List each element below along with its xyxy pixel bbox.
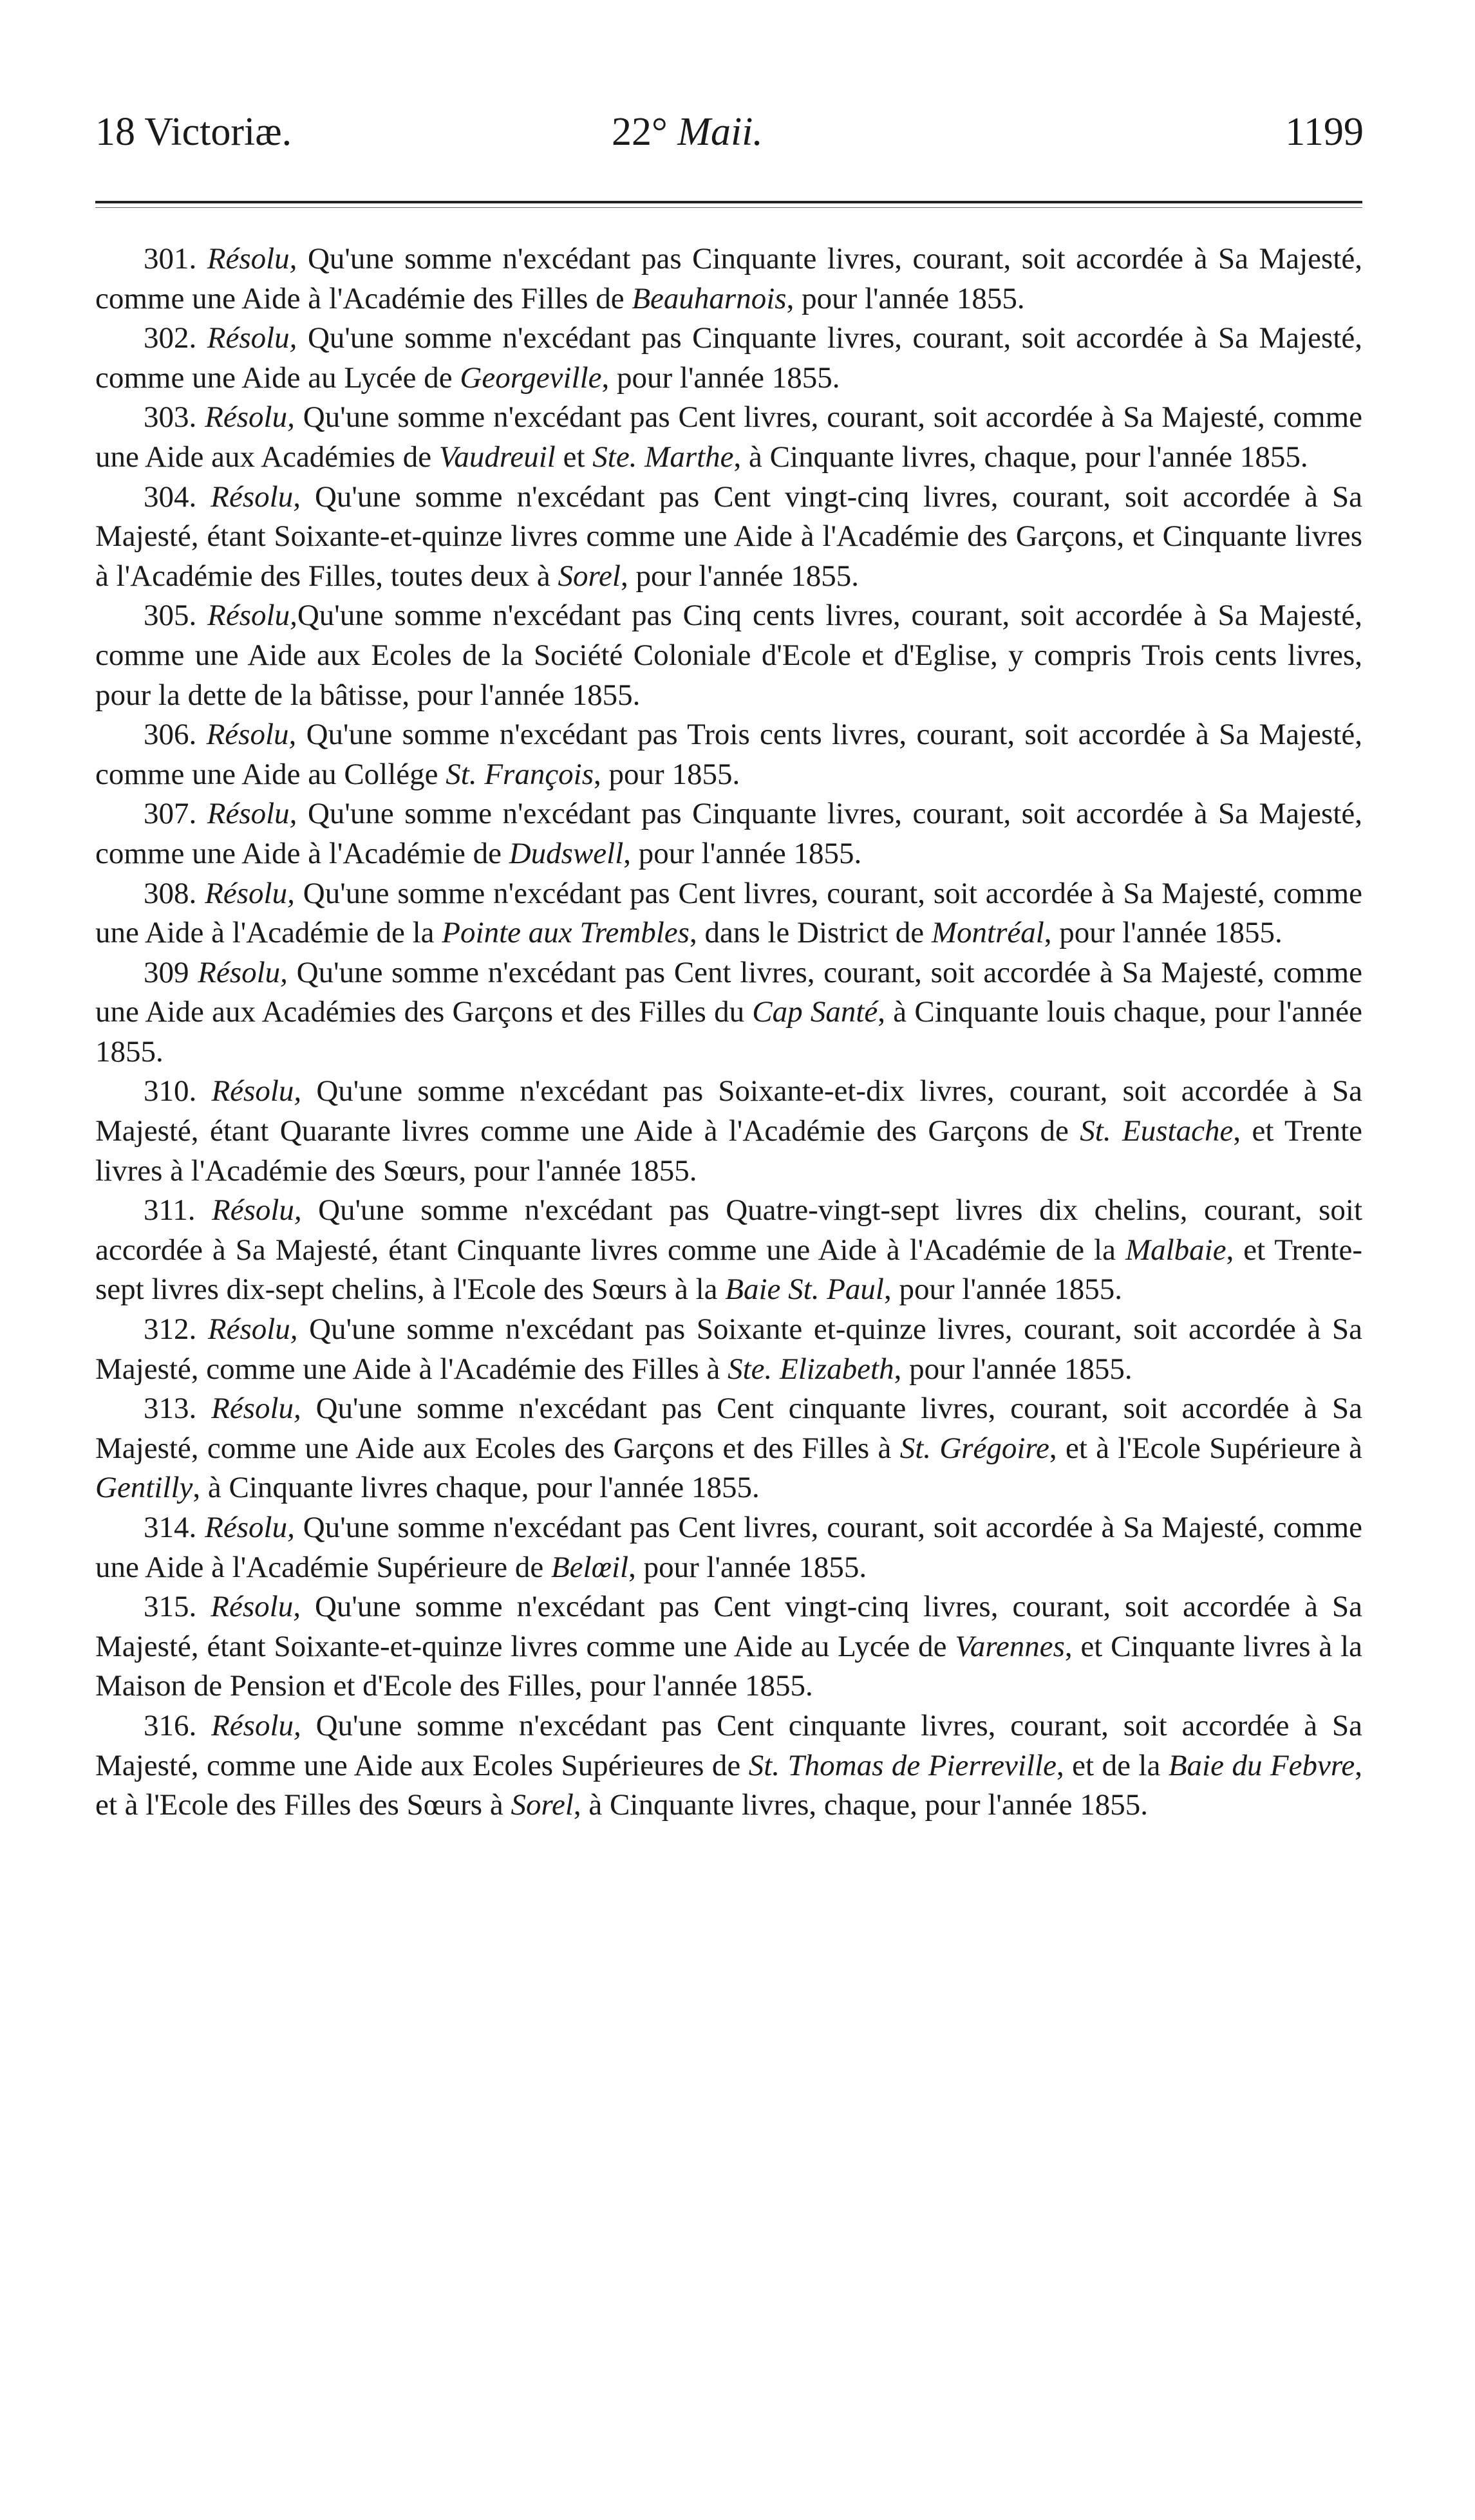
resolution-text: , pour l'année 1855.	[623, 836, 862, 870]
resolution-text: et	[555, 440, 593, 474]
resolution-309	[95, 953, 1362, 1072]
resolution-keyword: Résolu,	[211, 480, 301, 514]
header-rule	[95, 201, 1362, 203]
resolution-text: , et Trente livres à l'Académie des Sœurs, pour l'année 1855.	[95, 1114, 1362, 1188]
resolution-text: Qu'une somme n'excédant pas Soixante et-quinze livres, courant, soit accordée à Sa Majesté, comme une Aide à l'Académie des Filles à	[95, 1312, 1363, 1386]
resolution-text: Qu'une somme n'excédant pas Cent livres, courant, soit accordée à Sa Majesté, comme une Aide à l'Académie de la	[95, 876, 1363, 950]
page-number: 1199	[1285, 110, 1364, 154]
running-header	[95, 97, 1364, 167]
place-name: Baie St. Paul	[725, 1273, 884, 1307]
place-name: Baie du Febvre	[1168, 1748, 1355, 1782]
resolution-keyword: Résolu,	[211, 1074, 302, 1108]
resolution-text: Qu'une somme n'excédant pas Cent cinquante livres, courant, soit accordée à Sa Majesté, comme une Aide aux Ecoles des Garçons et des Filles à	[95, 1392, 1363, 1465]
resolution-number: 314.	[144, 1511, 197, 1544]
resolution-number: 315.	[144, 1590, 197, 1624]
resolution-316	[95, 1706, 1362, 1825]
resolution-text: Qu'une somme n'excédant pas Cent livres, courant, soit accordée à Sa Majesté, comme une Aide aux Académies des Garçons et des Filles du	[95, 955, 1362, 1029]
resolution-number: 311.	[144, 1193, 196, 1227]
resolution-text: , pour l'année 1855.	[620, 559, 859, 593]
place-name: Sorel	[558, 559, 621, 593]
resolution-text: , et à l'Ecole des Filles des Sœurs à	[95, 1748, 1363, 1822]
place-name: St. Eustache	[1080, 1114, 1234, 1148]
header-rule-thin	[95, 207, 1362, 208]
resolution-text: , pour l'année 1855.	[894, 1352, 1132, 1386]
resolution-312	[95, 1310, 1362, 1389]
resolutions-list	[95, 239, 1362, 1825]
resolution-number: 308.	[144, 876, 197, 910]
place-name: Cap Santé	[752, 995, 878, 1029]
resolution-text: , à Cinquante livres chaque, pour l'année 1855.	[193, 1471, 760, 1505]
resolution-315	[95, 1587, 1362, 1706]
place-name: Gentilly	[95, 1471, 193, 1505]
resolution-text: , dans le District de	[689, 916, 932, 950]
place-name: St. François	[446, 757, 594, 791]
resolution-number: 303.	[144, 400, 197, 434]
resolution-text: Qu'une somme n'excédant pas Cinquante livres, courant, soit accordée à Sa Majesté, comme une Aide au Lycée de	[95, 321, 1363, 395]
place-name: Dudswell	[509, 836, 624, 870]
resolution-text: Qu'une somme n'excédant pas Cent livres, courant, soit accordée à Sa Majesté, comme une Aide à l'Académie Supérieure de	[95, 1511, 1363, 1584]
resolution-number: 304.	[144, 480, 197, 514]
resolution-keyword: Résolu,	[207, 797, 297, 831]
resolution-keyword: Résolu,	[207, 1312, 298, 1347]
place-name: Belœil	[550, 1550, 629, 1584]
resolution-number: 305.	[144, 599, 197, 633]
resolution-308	[95, 874, 1362, 953]
resolution-keyword: Résolu,	[206, 718, 297, 752]
place-name: Pointe aux Trembles	[442, 916, 690, 950]
resolution-number: 301.	[144, 242, 197, 275]
place-name: Ste. Elizabeth	[728, 1352, 894, 1386]
resolution-text: , pour l'année 1855.	[1044, 916, 1282, 950]
resolution-314	[95, 1508, 1362, 1587]
resolution-keyword: Résolu,	[207, 242, 297, 275]
resolution-number: 309	[144, 955, 189, 989]
resolution-303	[95, 398, 1362, 477]
resolution-313	[95, 1389, 1362, 1508]
place-name: St. Thomas de Pierreville	[748, 1748, 1057, 1782]
resolution-text: , pour l'année 1855.	[883, 1273, 1122, 1307]
resolution-text: Qu'une somme n'excédant pas Trois cents livres, courant, soit accordée à Sa Majesté, comme une Aide au Collége	[95, 718, 1362, 791]
place-name: Vaudreuil	[438, 440, 556, 474]
resolution-text: , et Trente-sept livres dix-sept chelins, à l'Ecole des Sœurs à la	[95, 1233, 1362, 1307]
resolution-304	[95, 478, 1362, 597]
resolution-number: 307.	[144, 797, 197, 831]
resolution-text: Qu'une somme n'excédant pas Soixante-et-dix livres, courant, soit accordée à Sa Majesté, étant Quarante livres comme une Aide à l'Académie des Garçons de	[95, 1074, 1362, 1148]
place-name: Georgeville	[460, 360, 602, 395]
resolution-310	[95, 1072, 1362, 1191]
header-month: Maii.	[677, 110, 763, 154]
resolution-number: 310.	[144, 1074, 197, 1108]
resolution-306	[95, 715, 1362, 794]
resolution-keyword: Résolu,	[211, 1590, 301, 1624]
resolution-text: , à Cinquante livres, chaque, pour l'année 1855.	[573, 1788, 1148, 1822]
place-name: Beauharnois	[632, 281, 787, 315]
resolution-text: , et à l'Ecole Supérieure à	[1049, 1431, 1362, 1465]
resolution-302	[95, 319, 1362, 398]
resolution-number: 316.	[144, 1708, 197, 1742]
resolution-text: , à Cinquante louis chaque, pour l'année 1855.	[95, 995, 1362, 1069]
resolution-text: Qu'une somme n'excédant pas Cinquante livres, courant, soit accordée à Sa Majesté, comme une Aide à l'Académie de	[95, 797, 1363, 870]
resolution-keyword: Résolu,	[211, 1708, 301, 1742]
resolution-text: Qu'une somme n'excédant pas Cent vingt-cinq livres, courant, soit accordée à Sa Majesté, étant Soixante-et-quinze livres comme une Aide au Lycée de	[95, 1590, 1363, 1663]
place-name: Varennes	[955, 1629, 1065, 1663]
header-day: 22°	[612, 110, 668, 154]
resolution-text: Qu'une somme n'excédant pas Cinq cents livres, courant, soit accordée à Sa Majesté, comme une Aide aux Ecoles de la Société Coloniale d'Ecole et d'Eglise, y compris Trois cents livres, pour la dette de la bâtisse, pour l'année 1855.	[95, 599, 1363, 712]
resolution-number: 306.	[144, 718, 197, 752]
resolution-301	[95, 239, 1362, 319]
resolution-text: , et de la	[1056, 1748, 1169, 1782]
resolution-text: Qu'une somme n'excédant pas Cinquante livres, courant, soit accordée à Sa Majesté, comme une Aide à l'Académie des Filles de	[95, 242, 1363, 315]
resolution-text: , pour l'année 1855.	[786, 281, 1025, 315]
resolution-keyword: Résolu,	[198, 955, 288, 989]
header-date	[612, 97, 763, 167]
resolution-number: 302.	[144, 321, 197, 355]
resolution-text: Qu'une somme n'excédant pas Cent cinquante livres, courant, soit accordée à Sa Majesté, comme une Aide aux Ecoles Supérieures de	[95, 1708, 1363, 1782]
resolution-keyword: Résolu,	[207, 321, 297, 355]
resolution-text: , à Cinquante livres, chaque, pour l'année 1855.	[733, 440, 1308, 474]
resolution-text: Qu'une somme n'excédant pas Cent livres, courant, soit accordée à Sa Majesté, comme une Aide aux Académies de	[95, 400, 1363, 474]
resolution-text: Qu'une somme n'excédant pas Cent vingt-cinq livres, courant, soit accordée à Sa Majesté, étant Soixante-et-quinze livres comme une Aide à l'Académie des Garçons, et Cinquante livres à l'Académie des Filles, toutes deux à	[95, 480, 1363, 593]
place-name: Ste. Marthe	[592, 440, 734, 474]
place-name: Montréal	[931, 916, 1044, 950]
place-name: Sorel	[511, 1788, 574, 1822]
resolution-number: 312.	[144, 1312, 197, 1347]
regnal-year: 18 Victoriæ.	[95, 110, 292, 154]
resolution-307	[95, 794, 1362, 873]
resolution-305	[95, 596, 1362, 715]
resolution-keyword: Résolu,	[205, 400, 295, 434]
resolution-number: 313.	[144, 1392, 197, 1426]
resolution-311	[95, 1191, 1362, 1310]
resolution-keyword: Résolu,	[205, 1511, 295, 1544]
resolution-text: , pour l'année 1855.	[628, 1550, 867, 1584]
resolution-keyword: Résolu,	[211, 1392, 301, 1426]
resolution-keyword: Résolu,	[207, 599, 297, 633]
resolution-keyword: Résolu,	[212, 1193, 302, 1227]
resolution-text: , pour 1855.	[594, 757, 740, 791]
place-name: St. Grégoire	[899, 1431, 1049, 1465]
resolution-text: , et Cinquante livres à la Maison de Pension et d'Ecole des Filles, pour l'année 1855.	[95, 1629, 1363, 1703]
resolution-text: Qu'une somme n'excédant pas Quatre-vingt-sept livres dix chelins, courant, soit accordée à Sa Majesté, étant Cinquante livres comme une Aide à l'Académie de la	[95, 1193, 1363, 1267]
resolution-keyword: Résolu,	[205, 876, 295, 910]
resolution-text: , pour l'année 1855.	[601, 360, 840, 395]
place-name: Malbaie	[1125, 1233, 1226, 1267]
